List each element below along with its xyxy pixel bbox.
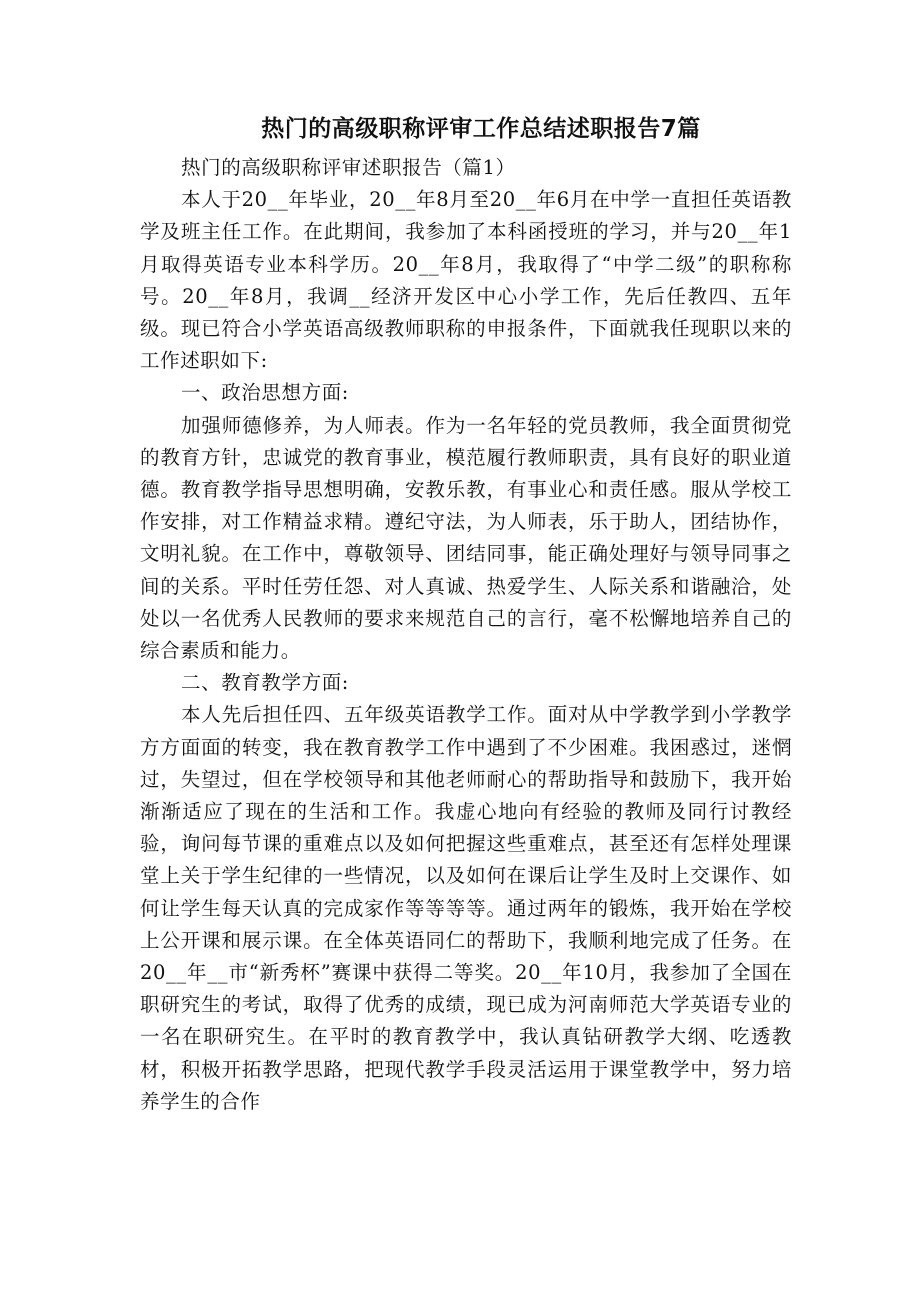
paragraph-teaching: 本人先后担任四、五年级英语教学工作。面对从中学教学到小学教学方方面面的转变，我在教育教学工作中遇到了不少困难。我困惑过，迷惘过，失望过，但在学校领导和其他老师耐心的帮助指导和鼓励下，我开始渐渐适应了现在的生活和工作。我虚心地向有经验的教师及同行讨教经验，询问每节课的重难点以及如何把握这些重难点，甚至还有怎样处理课堂上关于学生纪律的一些情况，以及如何在课后让学生及时上交课作、如何让学生每天认真的完成家作等等等等。通过两年的锻炼，我开始在学校上公开课和展示课。在全体英语同仁的帮助下，我顺利地完成了任务。在20__年__市“新秀杯”赛课中获得二等奖。20__年10月，我参加了全国在职研究生的考试，取得了优秀的成绩，现已成为河南师范大学英语专业的一名在职研究生。在平时的教育教学中，我认真钻研教学大纲、吃透教材，积极开拓教学思路，把现代教学手段灵活运用于课堂教学中，努力培养学生的合作 [140,703,792,1113]
section-heading-political: 一、政治思想方面: [181,381,349,405]
paragraph-political: 加强师德修养，为人师表。作为一名年轻的党员教师，我全面贯彻党的教育方针，忠诚党的教育事业，模范履行教师职责，具有良好的职业道德。教育教学指导思想明确，安教乐教，有事业心和责任感。服从学校工作安排，对工作精益求精。遵纪守法，为人师表，乐于助人，团结协作，文明礼貌。在工作中，尊敬领导、团结同事，能正确处理好与领导同事之间的关系。平时任劳任怨、对人真诚、热爱学生、人际关系和谐融洽，处处以一名优秀人民教师的要求来规范自己的言行，毫不松懈地培养自己的综合素质和能力。 [140,413,792,663]
document-title: 热门的高级职称评审工作总结述职报告7篇 [261,116,701,142]
document-page [140,112,792,1118]
section-heading-teaching: 二、教育教学方面: [181,671,349,695]
paragraph-intro: 本人于20__年毕业，20__年8月至20__年6月在中学一直担任英语教学及班主任工作。在此期间，我参加了本科函授班的学习，并与20__年1月取得英语专业本科学历。20__年8月，我取得了“中学二级”的职称称号。20__年8月，我调__经济开发区中心小学工作，先后任教四、五年级。现已符合小学英语高级教师职称的申报条件，下面就我任现职以来的工作述职如下: [140,188,792,373]
document-subtitle: 热门的高级职称评审述职报告（篇1） [181,156,516,179]
